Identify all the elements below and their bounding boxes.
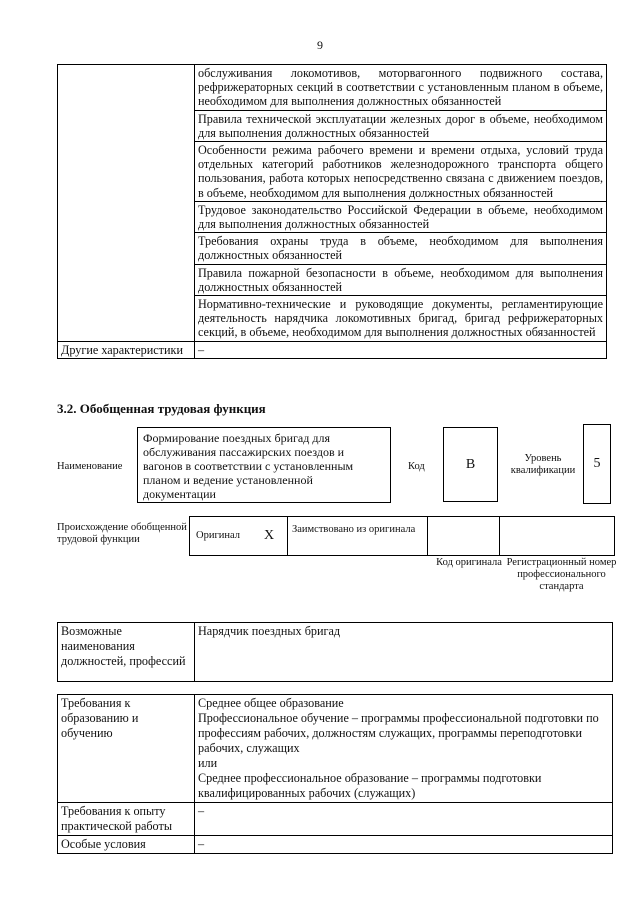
education-value [195, 695, 613, 803]
knowledge-row: Требования охраны труда в объеме, необходимом для выполнения должностных обязанностей [195, 233, 607, 264]
other-characteristics-value: – [195, 341, 607, 358]
requirements-table [57, 694, 613, 854]
code-label: Код [408, 461, 425, 472]
knowledge-table [57, 64, 607, 359]
positions-table [57, 622, 613, 682]
qualification-level-box: 5 [583, 424, 611, 504]
other-characteristics-label: Другие характеристики [58, 341, 195, 358]
special-conditions-label: Особые условия [58, 836, 195, 854]
code-box: B [443, 427, 498, 502]
experience-value: – [195, 803, 613, 836]
education-line: Среднее общее образование [198, 696, 344, 710]
knowledge-row: Правила пожарной безопасности в объеме, необходимом для выполнения должностных обязанностей [195, 264, 607, 295]
origin-label: Происхождение обобщенной трудовой функции [57, 522, 187, 545]
knowledge-row: Особенности режима рабочего времени и времени отдыха, условий труда отдельных категорий работников железнодорожного транспорта общего пользования, работа которых непосредственно связана с движением поездов, в объеме, необходимом для выполнения должностных обязанностей [195, 142, 607, 202]
original-label: Оригинал [196, 530, 240, 541]
function-name-label: Наименование [57, 461, 123, 472]
positions-value: Нарядчик поездных бригад [195, 623, 613, 682]
education-line: Профессиональное обучение – программы профессиональной подготовки по профессиям рабочих, должностям служащих, программы переподготовки рабочих, служащих [198, 711, 599, 755]
original-cell [189, 516, 288, 556]
knowledge-side-cell [58, 65, 195, 342]
section-title: 3.2. Обобщенная трудовая функция [57, 401, 266, 416]
education-label: Требования к образованию и обучению [58, 695, 195, 803]
origin-code-cell [428, 516, 500, 556]
education-line: Среднее профессиональное образование – программы подготовки квалифицированных рабочих (служащих) [198, 771, 542, 800]
borrowed-cell: Заимствовано из оригинала [288, 516, 428, 556]
knowledge-row: обслуживания локомотивов, моторвагонного подвижного состава, рефрижераторных секций в соответствии с установленным планом в объеме, необходимом для выполнения должностных обязанностей [195, 65, 607, 111]
original-mark: X [264, 528, 275, 543]
origin-row [189, 516, 615, 556]
knowledge-row: Трудовое законодательство Российской Федерации в объеме, необходимом для выполнения должностных обязанностей [195, 201, 607, 232]
special-conditions-value: – [195, 836, 613, 854]
knowledge-row: Правила технической эксплуатации железных дорог в объеме, необходимом для выполнения должностных обязанностей [195, 110, 607, 141]
origin-reg-cell [500, 516, 615, 556]
education-line: или [198, 756, 218, 770]
knowledge-row: Нормативно-технические и руководящие документы, регламентирующие деятельность нарядчика локомотивных бригад, бригад рефрижераторных секций, в объеме, необходимом для выполнения должностных обязанностей [195, 296, 607, 342]
qualification-level-label: Уровень квалификации [510, 453, 576, 476]
positions-label: Возможные наименования должностей, профессий [58, 623, 195, 682]
code-original-note: Код оригинала [436, 557, 502, 568]
experience-label: Требования к опыту практической работы [58, 803, 195, 836]
function-name-box: Формирование поездных бригад для обслуживания пассажирских поездов и вагонов в соответствии с установленным планом и ведение установленной документации [137, 427, 391, 503]
page-number: 9 [317, 38, 323, 52]
registration-number-note: Регистрационный номер профессионального стандарта [506, 557, 617, 592]
